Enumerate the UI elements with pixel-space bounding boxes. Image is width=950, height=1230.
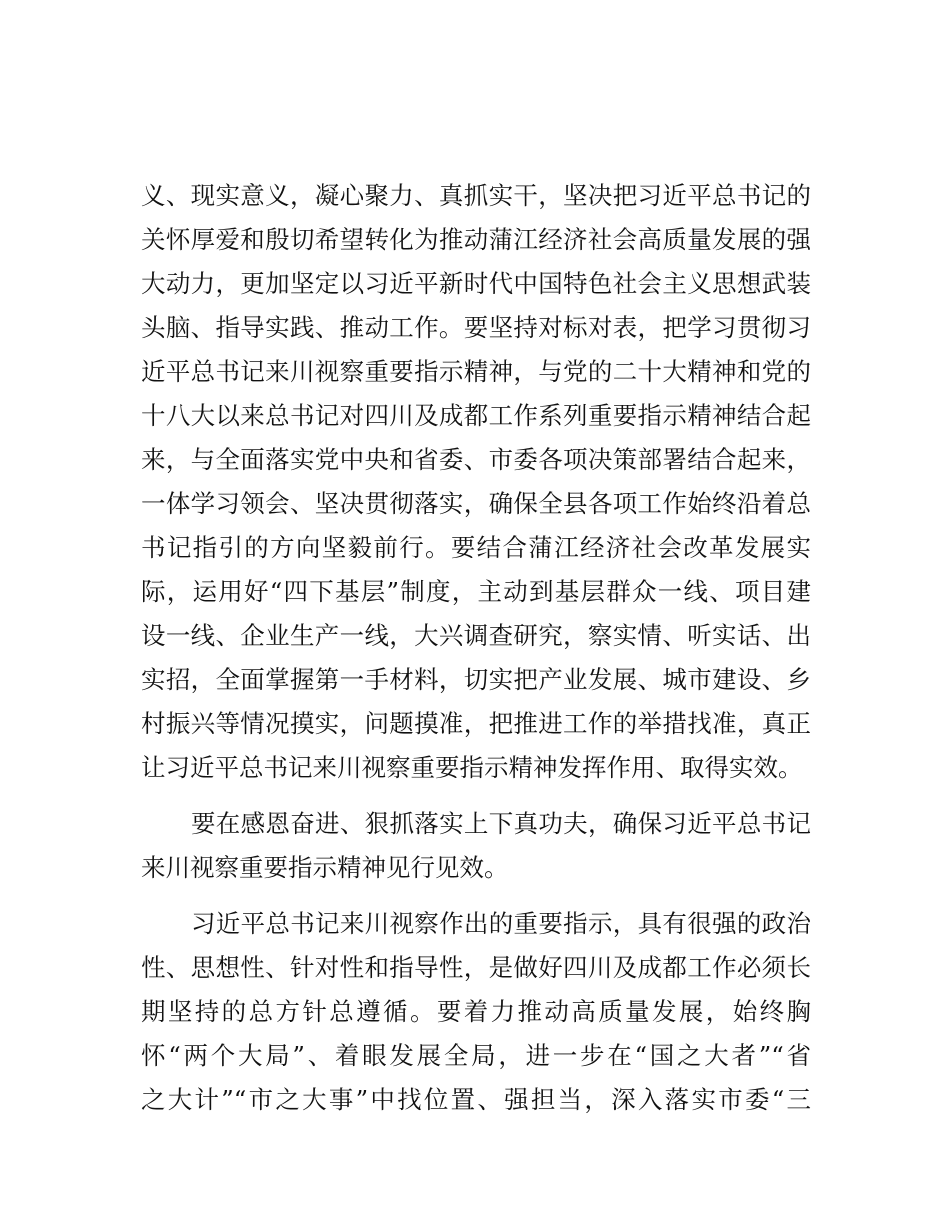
- text-line: 大动力，更加坚定以习近平新时代中国特色社会主义思想武装: [141, 269, 811, 298]
- paragraph-1: [141, 174, 811, 790]
- text-line: 要在感恩奋进、狠抓落实上下真功夫，确保习近平总书记: [191, 809, 811, 838]
- text-line: 来，与全面落实党中央和省委、市委各项决策部署结合起来，: [141, 445, 811, 474]
- text-line: 村振兴等情况摸实，问题摸准，把推进工作的举措找准，真正: [141, 709, 811, 738]
- paragraph-3: [141, 902, 811, 1122]
- text-line: 让习近平总书记来川视察重要指示精神发挥作用、取得实效。: [141, 753, 803, 782]
- text-line: 义、现实意义，凝心聚力、真抓实干，坚决把习近平总书记的: [141, 181, 811, 210]
- text-line: 怀“两个大局”、着眼发展全局，进一步在“国之大者”“省: [141, 1041, 811, 1070]
- text-line: 书记指引的方向坚毅前行。要结合蒲江经济社会改革发展实: [141, 533, 811, 562]
- text-line: 实招，全面掌握第一手材料，切实把产业发展、城市建设、乡: [141, 665, 811, 694]
- paragraph-spacer: [141, 890, 811, 902]
- text-line: 一体学习领会、坚决贯彻落实，确保全县各项工作始终沿着总: [141, 489, 811, 518]
- paragraph-2: [141, 802, 811, 890]
- text-line: 来川视察重要指示精神见行见效。: [141, 853, 509, 882]
- text-line: 之大计”“市之大事”中找位置、强担当，深入落实市委“三: [141, 1085, 811, 1114]
- text-line: 习近平总书记来川视察作出的重要指示，具有很强的政治: [191, 909, 811, 938]
- text-line: 际，运用好“四下基层”制度，主动到基层群众一线、项目建: [141, 577, 811, 606]
- text-line: 十八大以来总书记对四川及成都工作系列重要指示精神结合起: [141, 401, 811, 430]
- paragraph-spacer: [141, 790, 811, 802]
- text-line: 性、思想性、针对性和指导性，是做好四川及成都工作必须长: [141, 953, 811, 982]
- text-line: 设一线、企业生产一线，大兴调查研究，察实情、听实话、出: [141, 621, 811, 650]
- text-line: 头脑、指导实践、推动工作。要坚持对标对表，把学习贯彻习: [141, 313, 811, 342]
- text-line: 期坚持的总方针总遵循。要着力推动高质量发展，始终胸: [141, 997, 811, 1026]
- text-line: 关怀厚爱和殷切希望转化为推动蒲江经济社会高质量发展的强: [141, 225, 811, 254]
- document-body: [141, 174, 811, 1122]
- text-line: 近平总书记来川视察重要指示精神，与党的二十大精神和党的: [141, 357, 811, 386]
